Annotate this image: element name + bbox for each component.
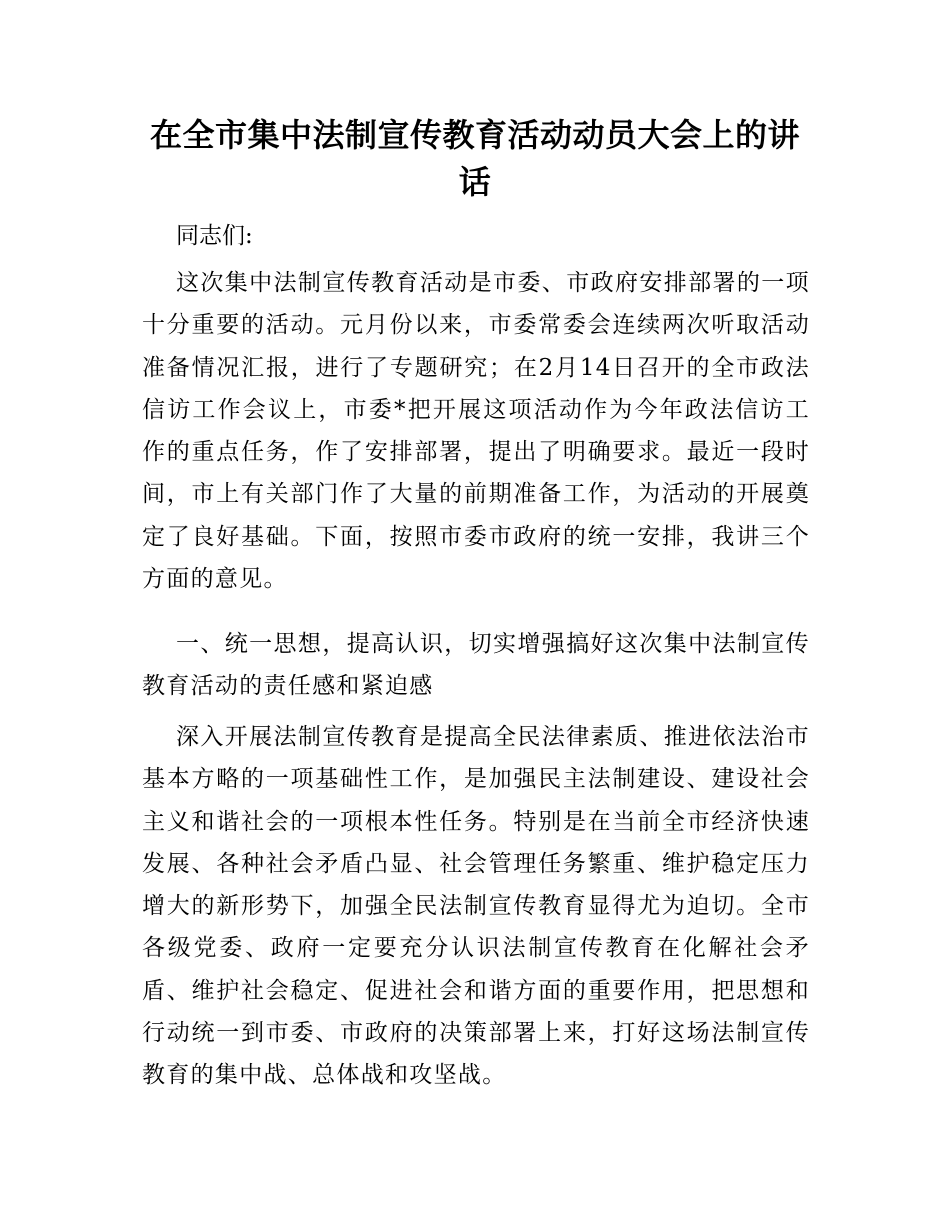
salutation: 同志们: [176, 223, 253, 249]
section-heading-1: 一、统一思想，提高认识，切实增强搞好这次集中法制宣传教育活动的责任感和紧迫感 [142, 631, 810, 700]
paragraph-intro: 这次集中法制宣传教育活动是市委、市政府安排部署的一项十分重要的活动。元月份以来，市委常委会连续两次听取活动准备情况汇报，进行了专题研究；在2月14日召开的全市政法信访工作会议上，市委*把开展这项活动作为今年政法信访工作的重点任务，作了安排部署，提出了明确要求。最近一段时间，市上有关部门作了大量的前期准备工作，为活动的开展奠定了良好基础。下面，按照市委市政府的统一安排，我讲三个方面的意见。 [142, 270, 810, 593]
document-title: 在全市集中法制宣传教育活动动员大会上的讲话 [149, 116, 800, 201]
paragraph-section-1: 深入开展法制宣传教育是提高全民法律素质、推进依法治市基本方略的一项基础性工作，是加强民主法制建设、建设社会主义和谐社会的一项根本性任务。特别是在当前全市经济快速发展、各种社会矛盾凸显、社会管理任务繁重、维护稳定压力增大的新形势下，加强全民法制宣传教育显得尤为迫切。全市各级党委、政府一定要充分认识法制宣传教育在化解社会矛盾、维护社会稳定、促进社会和谐方面的重要作用，把思想和行动统一到市委、市政府的决策部署上来，打好这场法制宣传教育的集中战、总体战和攻坚战。 [142, 724, 810, 1089]
